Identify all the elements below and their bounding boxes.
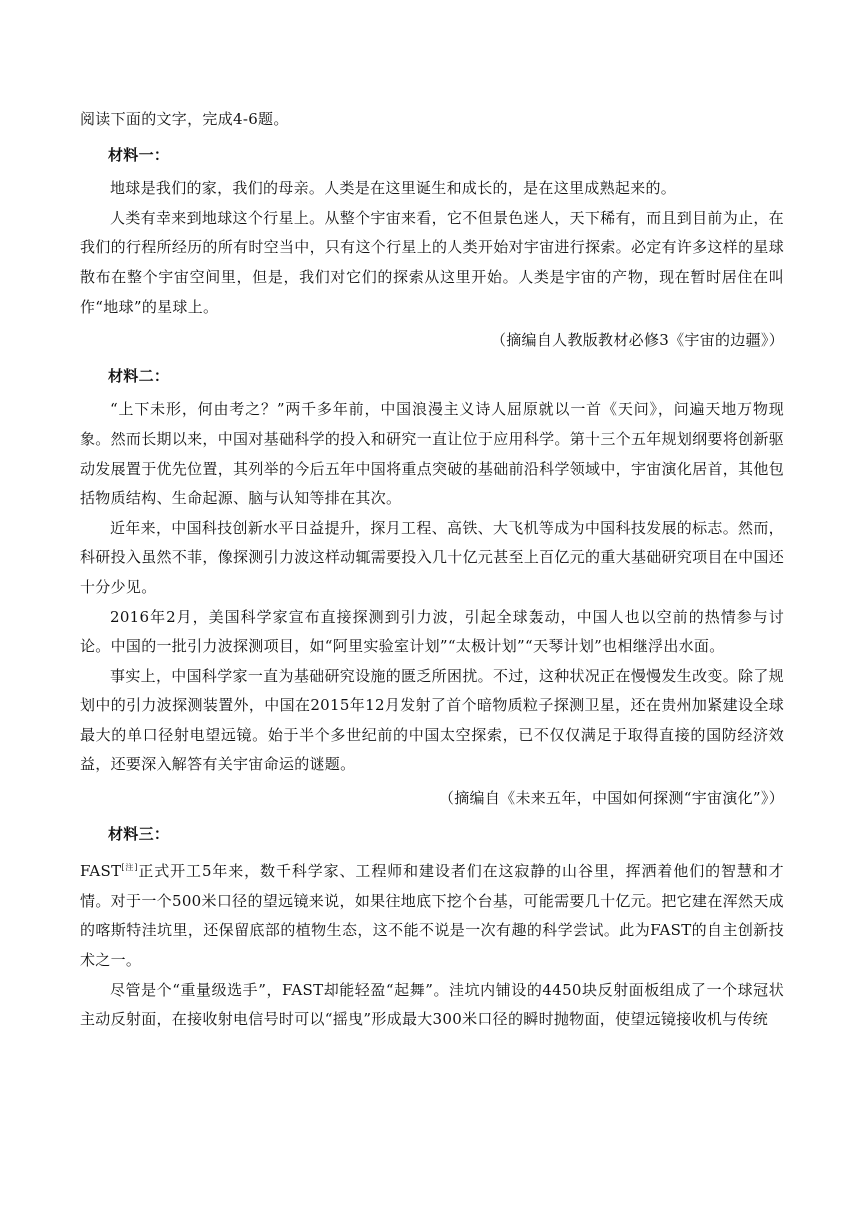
material-2-paragraph-4: 事实上，中国科学家一直为基础研究设施的匮乏所困扰。不过，这种状况正在慢慢发生改变。除了规划中的引力波探测装置外，中国在2015年12月发射了首个暗物质粒子探测卫星，还在贵州加紧建设全球最大的单口径射电望远镜。始于半个多世纪前的中国太空探索，已不仅仅满足于取得直接的国防经济效益，还要深入解答有关宇宙命运的谜题。 [80, 666, 784, 774]
material-3-paragraph-2: 尽管是个“重量级选手”，FAST却能轻盈“起舞”。洼坑内铺设的4450块反射面板组成了一个球冠状主动反射面，在接收射电信号时可以“摇曳”形成最大300米口径的瞬时抛物面，使望远镜接收机与传统 [80, 980, 784, 1029]
material-1-source: （摘编自人教版教材必修3《宇宙的边疆》） [490, 331, 784, 350]
material-3-paragraph-1 [80, 853, 784, 975]
note-marker: [注] [121, 863, 138, 873]
material-2-source: （摘编自《未来五年，中国如何探测“宇宙演化”》） [438, 789, 784, 808]
material-1-paragraph-1: 地球是我们的家，我们的母亲。人类是在这里诞生和成长的，是在这里成熟起来的。 [110, 179, 677, 198]
intro-line: 阅读下面的文字，完成4-6题。 [80, 110, 289, 128]
material-3-paragraph-1-text: 正式开工5年来，数千科学家、工程师和建设者们在这寂静的山谷里，挥洒着他们的智慧和才情。对于一个500米口径的望远镜来说，如果往地底下挖个台基，可能需要几十亿元。把它建在浑然天成的喀斯特洼坑里，还保留底部的植物生态，这不能不说是一次有趣的科学尝试。此为FAST的自主创新技术之一。 [80, 862, 784, 970]
fast-label: FAST [80, 862, 122, 881]
material-2-paragraph-1: “上下未形，何由考之？”两千多年前，中国浪漫主义诗人屈原就以一首《天问》，问遍天地万物现象。然而长期以来，中国对基础科学的投入和研究一直让位于应用科学。第十三个五年规划纲要将创新驱动发展置于优先位置，其列举的今后五年中国将重点突破的基础前沿科学领域中，宇宙演化居首，其他包括物质结构、生命起源、脑与认知等排在其次。 [80, 400, 784, 508]
material-2-heading: 材料二： [108, 366, 170, 385]
material-1-heading: 材料一： [108, 145, 170, 164]
material-3-heading: 材料三： [108, 824, 170, 843]
material-2-paragraph-2: 近年来，中国科技创新水平日益提升，探月工程、高铁、大飞机等成为中国科技发展的标志。然而，科研投入虽然不菲，像探测引力波这样动辄需要投入几十亿元甚至上百亿元的重大基础研究项目在中国还十分少见。 [80, 518, 784, 596]
material-2-paragraph-3: 2016年2月，美国科学家宣布直接探测到引力波，引起全球轰动，中国人也以空前的热情参与讨论。中国的一批引力波探测项目，如“阿里实验室计划”“太极计划”“天琴计划”也相继浮出水面。 [80, 607, 784, 656]
material-1-paragraph-2: 人类有幸来到地球这个行星上。从整个宇宙来看，它不但景色迷人，天下稀有，而且到目前为止，在我们的行程所经历的所有时空当中，只有这个行星上的人类开始对宇宙进行探索。必定有许多这样的星球散布在整个宇宙空间里，但是，我们对它们的探索从这里开始。人类是宇宙的产物，现在暂时居住在叫作“地球”的星球上。 [80, 208, 784, 316]
